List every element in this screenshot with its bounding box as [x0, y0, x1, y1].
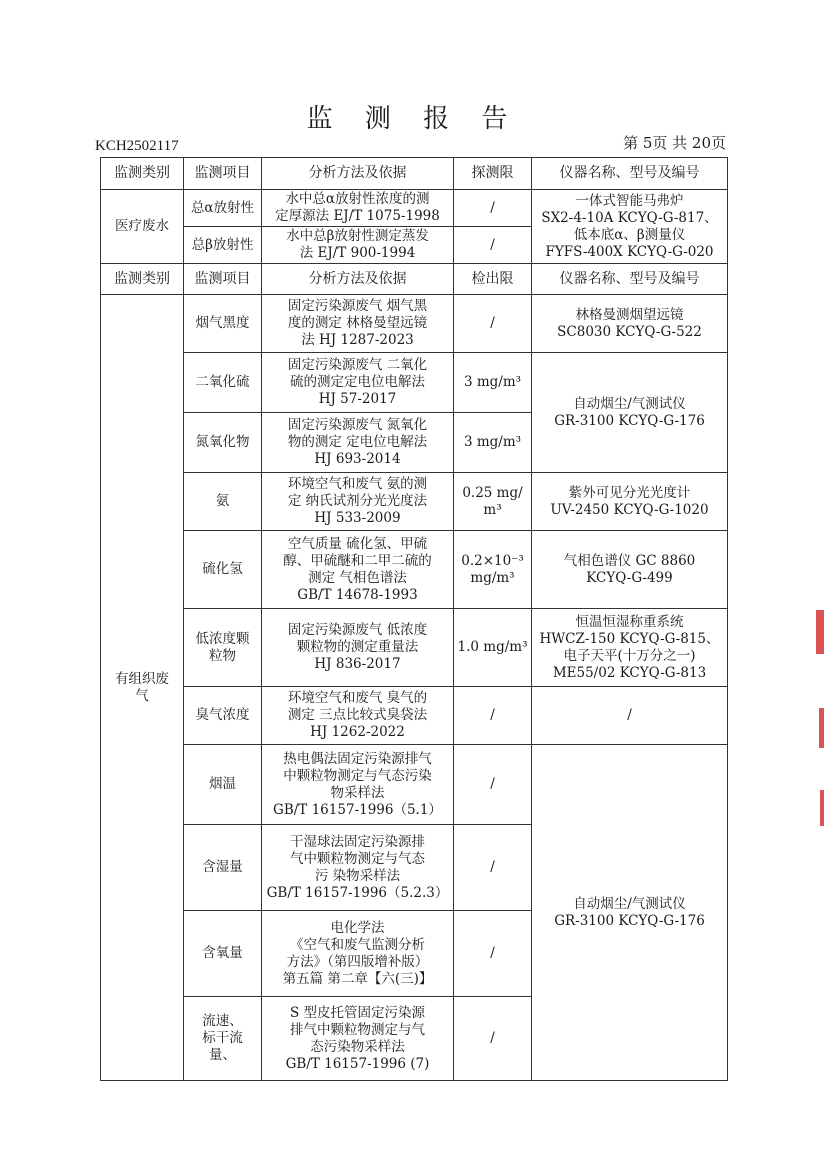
limit-cell: 3 mg/m³: [454, 413, 532, 473]
method-cell: 固定污染源废气 烟气黑 度的测定 林格曼望远镜 法 HJ 1287-2023: [262, 295, 454, 353]
limit-cell: /: [454, 190, 532, 227]
header-item: 监测项目: [184, 264, 262, 295]
item-cell: 含湿量: [184, 825, 262, 911]
limit-cell: /: [454, 227, 532, 264]
seal-edge-mark: [819, 708, 824, 748]
table-row: [101, 687, 728, 745]
instrument-cell: /: [532, 687, 728, 745]
category-cell: 医疗废水: [101, 190, 184, 264]
item-cell: 含氧量: [184, 911, 262, 997]
method-cell: 电化学法 《空气和废气监测分析 方法》（第四版增补版） 第五篇 第二章【六(三)】: [262, 911, 454, 997]
method-cell: 固定污染源废气 二氧化 硫的测定定电位电解法 HJ 57-2017: [262, 353, 454, 413]
item-cell: 烟气黑度: [184, 295, 262, 353]
method-cell: 环境空气和废气 氨的测 定 纳氏试剂分光光度法 HJ 533-2009: [262, 473, 454, 531]
item-cell: 硫化氢: [184, 531, 262, 609]
table-row: [101, 745, 728, 825]
limit-cell: 1.0 mg/m³: [454, 609, 532, 687]
limit-cell: /: [454, 911, 532, 997]
instrument-cell: 自动烟尘/气测试仪 GR-3100 KCYQ-G-176: [532, 353, 728, 473]
report-title: 监 测 报 告: [306, 104, 520, 134]
limit-cell: /: [454, 687, 532, 745]
item-cell: 总β放射性: [184, 227, 262, 264]
method-cell: 固定污染源废气 低浓度 颗粒物的测定重量法 HJ 836-2017: [262, 609, 454, 687]
table-row: [101, 473, 728, 531]
method-cell: S 型皮托管固定污染源 排气中颗粒物测定与气 态污染物采样法 GB/T 16157-1996 (7): [262, 997, 454, 1081]
header-limit: 检出限: [454, 264, 532, 295]
item-cell: 低浓度颗 粒物: [184, 609, 262, 687]
instrument-cell: 自动烟尘/气测试仪 GR-3100 KCYQ-G-176: [532, 745, 728, 1081]
item-cell: 臭气浓度: [184, 687, 262, 745]
item-cell: 总α放射性: [184, 190, 262, 227]
seal-edge-mark: [816, 610, 824, 654]
item-cell: 流速、 标干流 量、: [184, 997, 262, 1081]
instrument-cell: 林格曼测烟望远镜 SC8030 KCYQ-G-522: [532, 295, 728, 353]
limit-cell: /: [454, 745, 532, 825]
method-cell: 热电偶法固定污染源排气 中颗粒物测定与气态污染 物采样法 GB/T 16157-1996（5.1）: [262, 745, 454, 825]
header-item: 监测项目: [184, 158, 262, 190]
report-number: KCH2502117: [95, 138, 179, 154]
limit-cell: 0.2×10⁻³ mg/m³: [454, 531, 532, 609]
method-cell: 水中总β放射性测定蒸发 法 EJ/T 900-1994: [262, 227, 454, 264]
table-row: [101, 353, 728, 413]
header-limit: 探测限: [454, 158, 532, 190]
header-category: 监测类别: [101, 264, 184, 295]
header-method: 分析方法及依据: [262, 264, 454, 295]
monitoring-method-table: [100, 157, 728, 1081]
limit-cell: 3 mg/m³: [454, 353, 532, 413]
header-instrument: 仪器名称、型号及编号: [532, 158, 728, 190]
seal-edge-mark: [820, 790, 824, 826]
table-header-row: [101, 158, 728, 190]
method-cell: 水中总α放射性浓度的测 定厚源法 EJ/T 1075-1998: [262, 190, 454, 227]
table-row: [101, 609, 728, 687]
item-cell: 二氧化硫: [184, 353, 262, 413]
item-cell: 烟温: [184, 745, 262, 825]
table-row: [101, 295, 728, 353]
header-category: 监测类别: [101, 158, 184, 190]
table-row: [101, 531, 728, 609]
instrument-cell: 气相色谱仪 GC 8860 KCYQ-G-499: [532, 531, 728, 609]
limit-cell: /: [454, 825, 532, 911]
method-cell: 环境空气和废气 臭气的 测定 三点比较式臭袋法 HJ 1262-2022: [262, 687, 454, 745]
category-cell: 有组织废 气: [101, 295, 184, 1081]
instrument-cell: 恒温恒湿称重系统 HWCZ-150 KCYQ-G-815、 电子天平(十万分之一) ME55/02 KCYQ-G-813: [532, 609, 728, 687]
method-cell: 干湿球法固定污染源排 气中颗粒物测定与气态 污 染物采样法 GB/T 16157-1996（5.2.3）: [262, 825, 454, 911]
table-row: [101, 190, 728, 227]
method-cell: 空气质量 硫化氢、甲硫 醇、甲硫醚和二甲二硫的 测定 气相色谱法 GB/T 14678-1993: [262, 531, 454, 609]
header-instrument: 仪器名称、型号及编号: [532, 264, 728, 295]
instrument-cell: 紫外可见分光光度计 UV-2450 KCYQ-G-1020: [532, 473, 728, 531]
header-method: 分析方法及依据: [262, 158, 454, 190]
method-cell: 固定污染源废气 氮氧化 物的测定 定电位电解法 HJ 693-2014: [262, 413, 454, 473]
item-cell: 氨: [184, 473, 262, 531]
limit-cell: /: [454, 295, 532, 353]
table-header-row: [101, 264, 728, 295]
limit-cell: 0.25 mg/m³: [454, 473, 532, 531]
item-cell: 氮氧化物: [184, 413, 262, 473]
limit-cell: /: [454, 997, 532, 1081]
page-number: 第 5页 共 20页: [623, 134, 726, 152]
instrument-cell: 一体式智能马弗炉 SX2-4-10A KCYQ-G-817、 低本底α、β测量仪 FYFS-400X KCYQ-G-020: [532, 190, 728, 264]
